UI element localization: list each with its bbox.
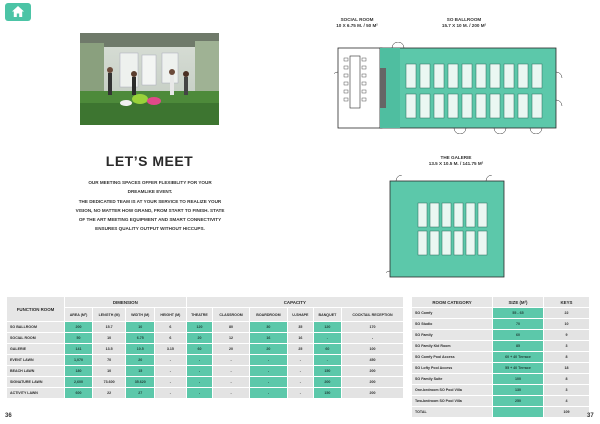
table-cell: 200: [313, 377, 341, 388]
floor-plan-top: [334, 42, 570, 134]
table-cell: 30: [249, 322, 287, 333]
table-cell: 10: [93, 366, 126, 377]
room-size: 60 + 40 Terrace: [493, 352, 544, 363]
function-room-name: SIGNATURE LAWN: [7, 377, 65, 388]
table-cell: 12: [213, 333, 250, 344]
column-header: WIDTH (M): [126, 308, 155, 322]
function-room-table: [6, 296, 404, 399]
room-category-name: SO Family: [412, 330, 493, 341]
table-cell: 200: [342, 388, 404, 399]
home-button[interactable]: [5, 3, 31, 21]
social-room-label: [322, 17, 392, 30]
table-row: [7, 333, 404, 344]
column-header: U-SHAPE: [287, 308, 313, 322]
lets-meet-text: [75, 179, 225, 235]
table-cell: 60: [313, 344, 341, 355]
table-cell: 120: [186, 322, 213, 333]
room-size: 55 + 40 Terrace: [493, 363, 544, 374]
room-keys: 3: [544, 385, 590, 396]
table-row: [412, 396, 590, 407]
ballroom-name: SO BALLROOM: [446, 17, 482, 22]
function-room-name: ACTIVITY LAWN: [7, 388, 65, 399]
room-category-table: [411, 296, 590, 418]
table-cell: 16: [287, 333, 313, 344]
function-room-name: BEACH LAWN: [7, 366, 65, 377]
column-header: LENGTH (M): [93, 308, 126, 322]
page-number-left: 36: [5, 413, 12, 419]
table-cell: 20: [126, 355, 155, 366]
room-category-name: SO Studio: [412, 319, 493, 330]
table-cell: 35.620: [126, 377, 155, 388]
function-room-header: FUNCTION ROOM: [7, 297, 65, 322]
table-cell: 120: [313, 322, 341, 333]
table-cell: 200: [65, 322, 93, 333]
room-keys: 8: [544, 374, 590, 385]
room-keys: 18: [544, 363, 590, 374]
table-cell: 10: [126, 322, 155, 333]
table-cell: 2,600: [65, 377, 93, 388]
table-cell: 141: [65, 344, 93, 355]
table-cell: 20: [186, 333, 213, 344]
table-cell: 22: [93, 388, 126, 399]
table-row: [7, 344, 404, 355]
table-row: [412, 319, 590, 330]
room-category-header: ROOM CATEGORY: [412, 297, 493, 308]
table-row: [412, 308, 590, 319]
table-cell: -: [213, 377, 250, 388]
table-cell: 150: [313, 366, 341, 377]
table-cell: -: [155, 355, 187, 366]
room-keys: 3: [544, 341, 590, 352]
table-cell: 6: [155, 333, 187, 344]
room-size: 100: [493, 374, 544, 385]
table-cell: -: [155, 377, 187, 388]
room-category-name: SO Comfy Pool Access: [412, 352, 493, 363]
table-cell: 73.600: [93, 377, 126, 388]
room-category-name: SO Family Kid Room: [412, 341, 493, 352]
table-row: [7, 366, 404, 377]
table-row: [7, 377, 404, 388]
meeting-photo: [80, 33, 219, 125]
room-category-name: One-bedroom SO Pool Villa: [412, 385, 493, 396]
lets-meet-para-1: OUR MEETING SPACES OFFER FLEXIBILITY FOR YOUR DREAMLIKE EVENT.: [88, 180, 212, 194]
page-number-right: 37: [587, 413, 594, 419]
column-header: CLASSROOM: [213, 308, 250, 322]
table-row: [412, 385, 590, 396]
table-cell: -: [155, 388, 187, 399]
table-cell: 6.75: [126, 333, 155, 344]
galerie-size: 13.5 X 10.5 M. / 141.75 M²: [428, 161, 484, 167]
table-cell: 170: [342, 322, 404, 333]
room-category-name: Two-bedroom SO Pool Villa: [412, 396, 493, 407]
lets-meet-para-2: THE DEDICATED TEAM IS AT YOUR SERVICE TO REALIZE YOUR VISION, NO MATTER HOW GRAND, FROM START TO FINISH. STATE OF THE ART MEETING EQUIPMENT AND SMART CONNECTIVITY ENSURES QUALITY OUTPUT WITHOUT HICCUPS.: [75, 199, 225, 231]
room-keys: 109: [544, 407, 590, 418]
room-keys: 10: [544, 319, 590, 330]
table-cell: 600: [65, 388, 93, 399]
table-row: [7, 388, 404, 399]
room-size: 85: [493, 341, 544, 352]
table-row: [7, 322, 404, 333]
table-cell: 6: [155, 322, 187, 333]
table-cell: -: [186, 355, 213, 366]
social-room-size: 10 X 6.75 M. / 50 M²: [336, 23, 378, 29]
table-row: [412, 407, 590, 418]
table-cell: 70: [93, 355, 126, 366]
table-cell: -: [249, 377, 287, 388]
table-cell: 200: [342, 377, 404, 388]
column-header: BANQUET: [313, 308, 341, 322]
ballroom-size: 15.7 X 10 M. / 200 M²: [441, 23, 487, 29]
floor-plan-galerie: [386, 175, 508, 281]
table-cell: -: [213, 388, 250, 399]
room-category-name: TOTAL: [412, 407, 493, 418]
table-cell: 15: [126, 366, 155, 377]
room-size: 60: [493, 330, 544, 341]
table-cell: -: [287, 388, 313, 399]
table-cell: 150: [313, 388, 341, 399]
table-cell: -: [287, 355, 313, 366]
table-cell: 10: [93, 333, 126, 344]
social-room-name: SOCIAL ROOM: [340, 17, 374, 22]
column-header: AREA (M²): [65, 308, 93, 322]
table-cell: -: [313, 333, 341, 344]
table-cell: -: [213, 366, 250, 377]
table-cell: -: [313, 355, 341, 366]
table-cell: -: [287, 377, 313, 388]
table-cell: -: [186, 388, 213, 399]
table-cell: 100: [342, 344, 404, 355]
room-category-name: SO Lofty Pool Access: [412, 363, 493, 374]
room-size: 130: [493, 385, 544, 396]
column-header: THEATRE: [186, 308, 213, 322]
table-cell: 3.15: [155, 344, 187, 355]
table-cell: 13.5: [93, 344, 126, 355]
keys-header: KEYS: [544, 297, 590, 308]
room-keys: 9: [544, 330, 590, 341]
dimension-header: DIMENSION: [65, 297, 187, 308]
table-cell: 60: [186, 344, 213, 355]
table-cell: -: [249, 388, 287, 399]
table-cell: 10.5: [126, 344, 155, 355]
room-size: 250: [493, 396, 544, 407]
table-cell: 180: [65, 366, 93, 377]
lets-meet-title: LET’S MEET: [105, 153, 194, 169]
size-header: SIZE (M²): [493, 297, 544, 308]
room-size: 55 - 65: [493, 308, 544, 319]
room-size: 70: [493, 319, 544, 330]
table-cell: -: [186, 377, 213, 388]
table-cell: -: [342, 333, 404, 344]
capacity-header: CAPACITY: [186, 297, 403, 308]
room-keys: 4: [544, 396, 590, 407]
table-cell: 1,070: [65, 355, 93, 366]
function-room-name: SOCIAL ROOM: [7, 333, 65, 344]
table-row: [412, 330, 590, 341]
table-cell: -: [249, 366, 287, 377]
table-cell: -: [249, 355, 287, 366]
table-row: [412, 363, 590, 374]
room-keys: 8: [544, 352, 590, 363]
room-category-name: SO Comfy: [412, 308, 493, 319]
galerie-name: THE GALERIE: [440, 155, 472, 160]
table-cell: 80: [213, 322, 250, 333]
column-header: HEIGHT (M): [155, 308, 187, 322]
table-cell: 15.7: [93, 322, 126, 333]
table-row: [412, 341, 590, 352]
home-icon: [11, 5, 25, 18]
table-cell: -: [186, 366, 213, 377]
galerie-label: [416, 155, 496, 168]
table-cell: -: [155, 366, 187, 377]
table-cell: 27: [126, 388, 155, 399]
table-cell: -: [213, 355, 250, 366]
room-category-name: SO Family Suite: [412, 374, 493, 385]
function-room-name: GALERIE: [7, 344, 65, 355]
table-cell: 200: [342, 366, 404, 377]
table-cell: 20: [213, 344, 250, 355]
table-cell: 25: [287, 344, 313, 355]
table-cell: 35: [287, 322, 313, 333]
ballroom-label: [424, 17, 504, 30]
column-header: BOARDROOM: [249, 308, 287, 322]
table-cell: 16: [249, 333, 287, 344]
room-size: [493, 407, 544, 418]
table-cell: -: [287, 366, 313, 377]
table-cell: 20: [249, 344, 287, 355]
table-row: [7, 355, 404, 366]
table-cell: 450: [342, 355, 404, 366]
table-cell: 50: [65, 333, 93, 344]
room-keys: 22: [544, 308, 590, 319]
table-row: [412, 374, 590, 385]
table-row: [412, 352, 590, 363]
column-header: COCKTAIL RECEPTION: [342, 308, 404, 322]
function-room-name: SO BALLROOM: [7, 322, 65, 333]
function-room-name: EVENT LAWN: [7, 355, 65, 366]
